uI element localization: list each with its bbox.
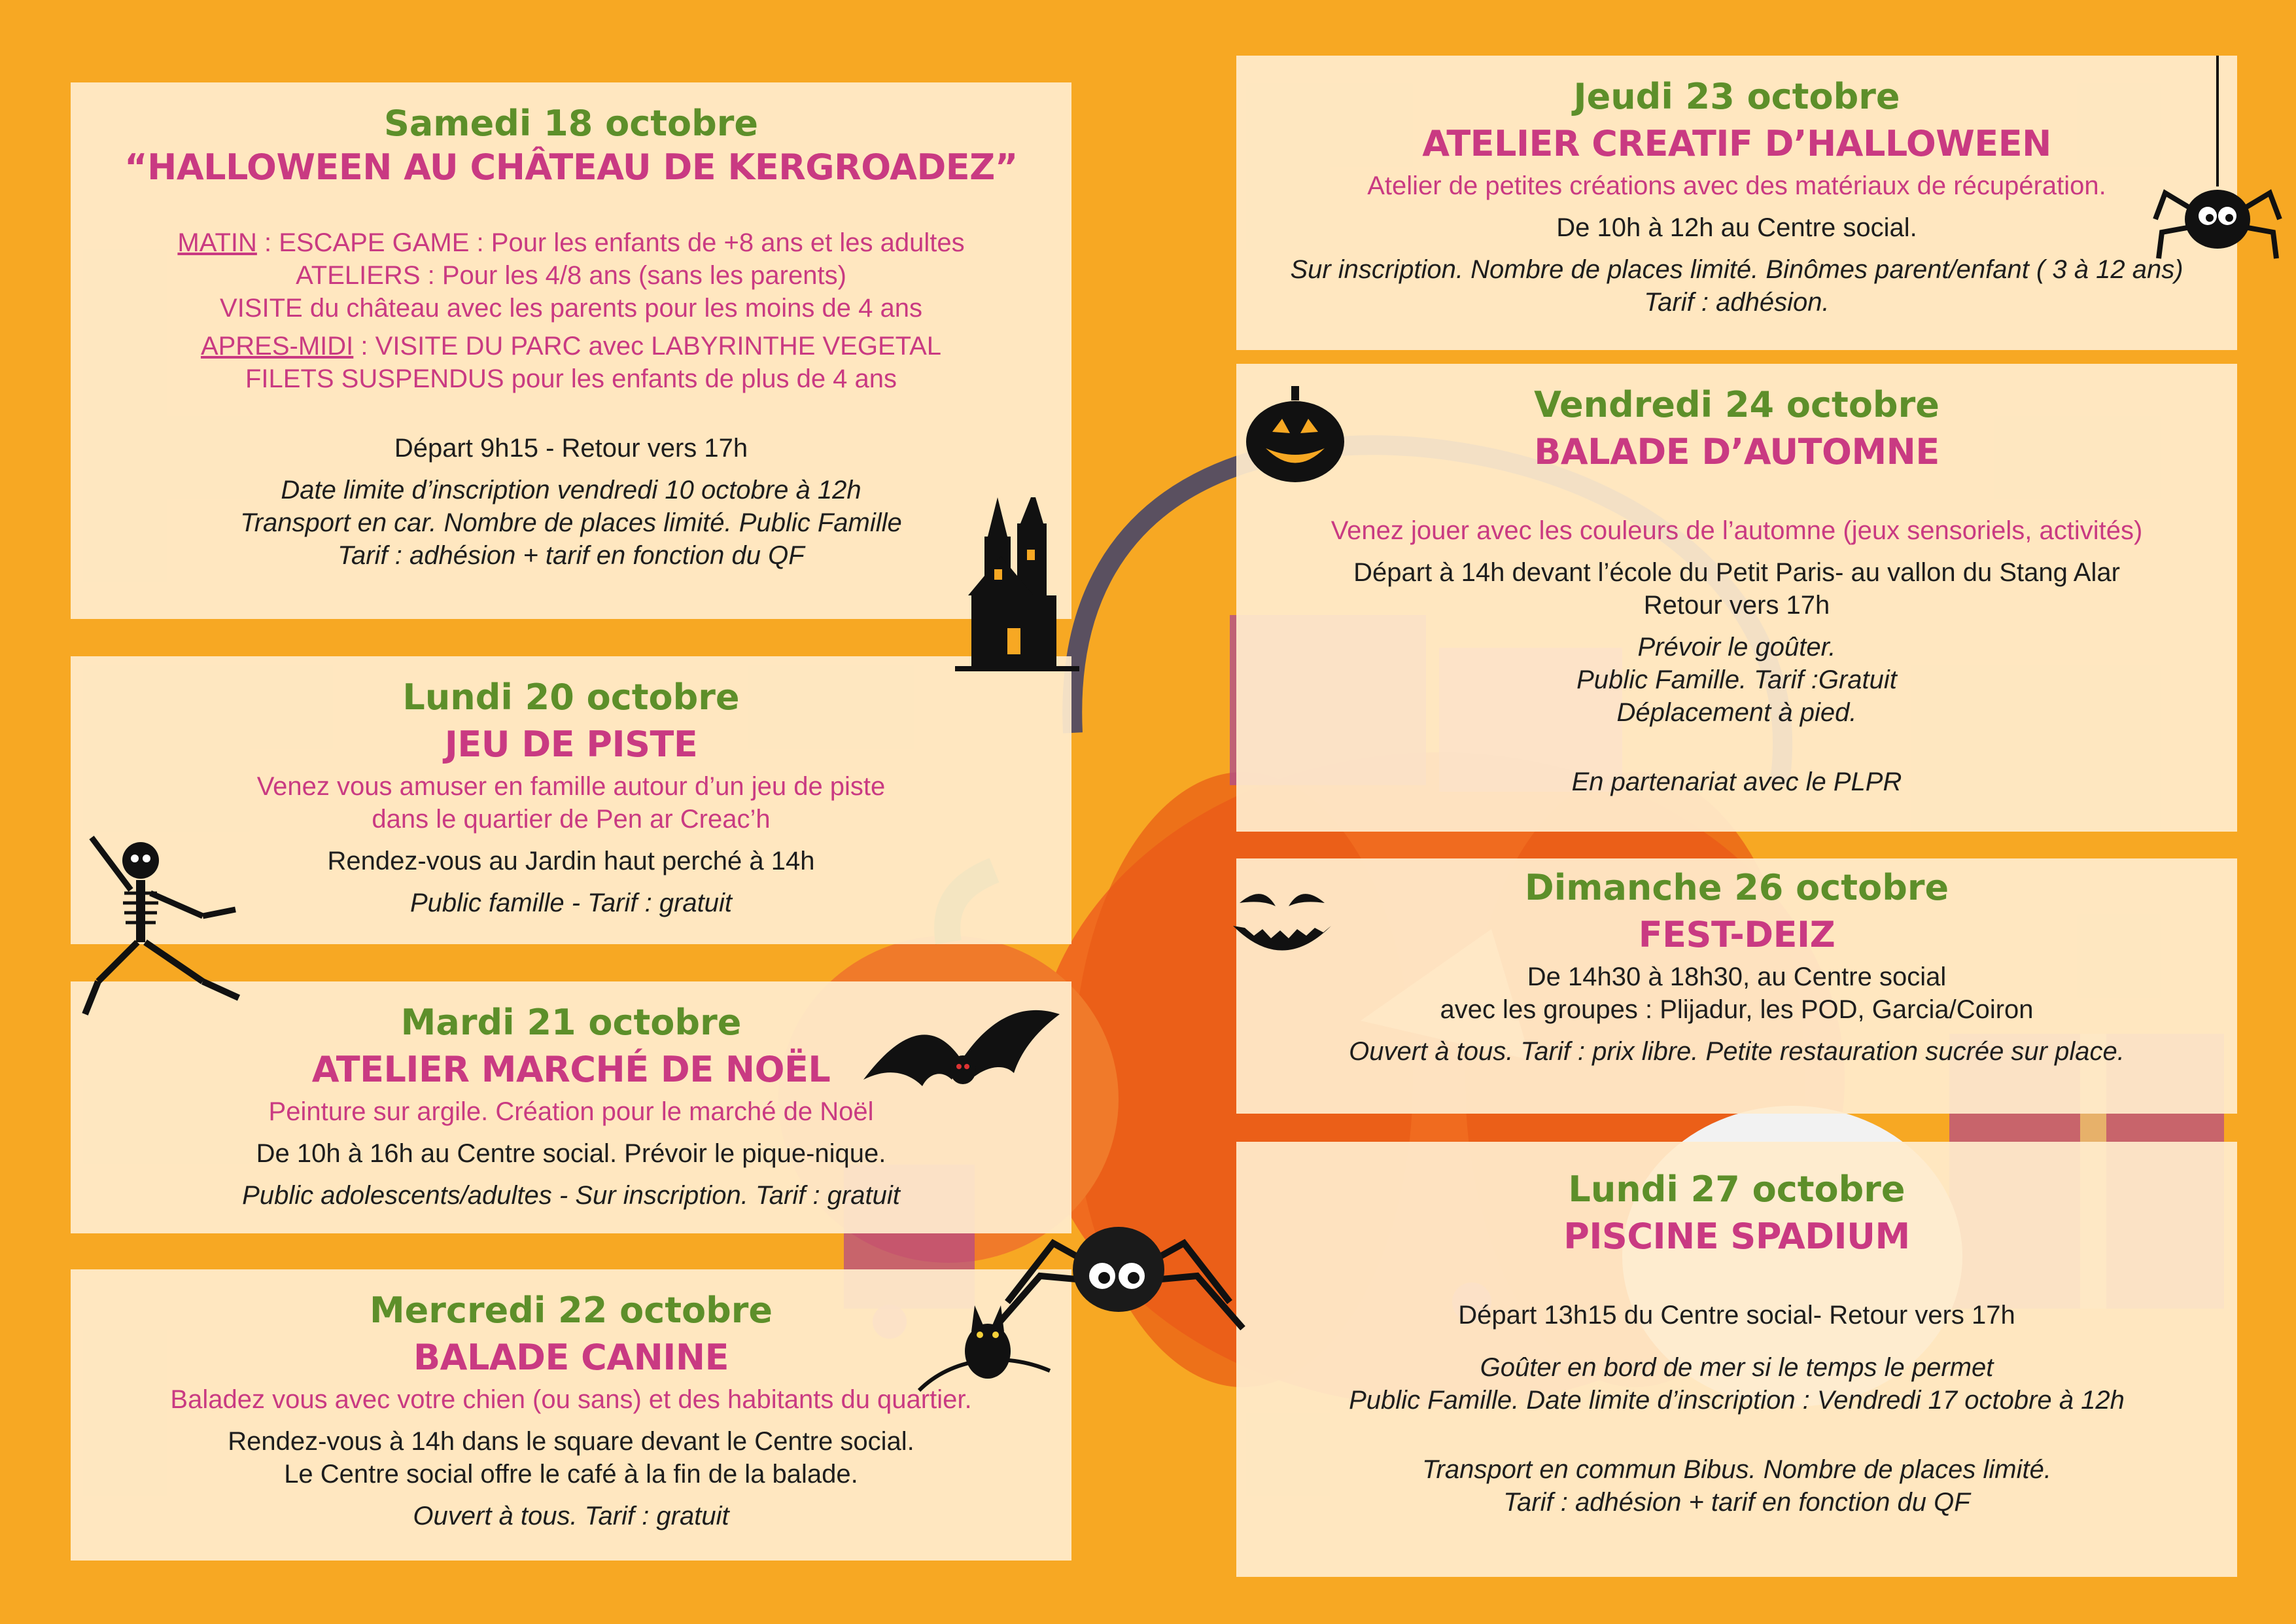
event-title: ATELIER CREATIF D’HALLOWEEN bbox=[1422, 123, 2051, 164]
event-deadline: Public Famille. Date limite d’inscription : Vendredi 17 octobre à 12h bbox=[1349, 1386, 2125, 1415]
event-workshops-line: ATELIERS : Pour les 4/8 ans (sans les parents) bbox=[296, 261, 846, 290]
event-transport: Transport en car. Nombre de places limité. Public Famille bbox=[240, 508, 902, 537]
event-title: FEST-DEIZ bbox=[1638, 914, 1835, 955]
event-desc: Baladez vous avec votre chien (ou sans) et des habitants du quartier. bbox=[170, 1385, 972, 1414]
event-date: Mardi 21 octobre bbox=[400, 1002, 742, 1043]
event-date: Mercredi 22 octobre bbox=[369, 1290, 773, 1331]
event-departure: Départ 13h15 du Centre social- Retour vers 17h bbox=[1458, 1301, 2015, 1330]
event-meeting: Rendez-vous au Jardin haut perché à 14h bbox=[327, 847, 815, 875]
event-snack: Prévoir le goûter. bbox=[1637, 633, 1836, 662]
event-date: Dimanche 26 octobre bbox=[1524, 867, 1949, 908]
event-title: JEU DE PISTE bbox=[444, 724, 698, 765]
skeleton-icon bbox=[72, 831, 249, 1027]
event-title: PISCINE SPADIUM bbox=[1563, 1216, 1910, 1257]
event-price: Public famille - Tarif : gratuit bbox=[409, 889, 733, 917]
jack-o-lantern-face-icon bbox=[1226, 870, 1338, 968]
event-price: Ouvert à tous. Tarif : prix libre. Petite restauration sucrée sur place. bbox=[1349, 1037, 2125, 1066]
event-bands: avec les groupes : Plijadur, les POD, Garcia/Coiron bbox=[1440, 995, 2034, 1024]
haunted-house-icon bbox=[948, 497, 1079, 694]
event-desc: Venez jouer avec les couleurs de l’automne (jeux sensoriels, activités) bbox=[1331, 516, 2143, 545]
event-coffee: Le Centre social offre le café à la fin de la balade. bbox=[284, 1460, 858, 1489]
event-walking: Déplacement à pied. bbox=[1616, 698, 1857, 727]
event-card-atelier-creatif bbox=[1236, 56, 2237, 350]
event-desc: Atelier de petites créations avec des matériaux de récupération. bbox=[1367, 171, 2106, 200]
event-date: Lundi 27 octobre bbox=[1568, 1169, 1905, 1210]
event-deadline: Date limite d’inscription vendredi 10 octobre à 12h bbox=[281, 476, 861, 504]
event-date: Jeudi 23 octobre bbox=[1573, 76, 1900, 117]
event-departure: Départ 9h15 - Retour vers 17h bbox=[394, 434, 748, 463]
afternoon-text: : VISITE DU PARC avec LABYRINTHE VEGETAL bbox=[353, 332, 942, 361]
event-price: Tarif : adhésion. bbox=[1644, 288, 1830, 317]
event-snack: Goûter en bord de mer si le temps le permet bbox=[1480, 1353, 1994, 1382]
event-card-fest-deiz bbox=[1236, 858, 2237, 1114]
event-card-kergroadez bbox=[71, 82, 1071, 619]
event-schedule: De 14h30 à 18h30, au Centre social bbox=[1527, 962, 1947, 991]
event-transport: Transport en commun Bibus. Nombre de places limité. bbox=[1422, 1455, 2051, 1484]
event-price: Public adolescents/adultes - Sur inscription. Tarif : gratuit bbox=[242, 1181, 900, 1210]
black-cat-icon bbox=[913, 1299, 1056, 1397]
event-afternoon-line bbox=[71, 330, 1071, 362]
morning-text: : ESCAPE GAME : Pour les enfants de +8 ans et les adultes bbox=[256, 228, 965, 257]
pumpkin-icon bbox=[1243, 386, 1348, 484]
event-schedule: De 10h à 16h au Centre social. Prévoir le pique-nique. bbox=[256, 1139, 886, 1168]
event-registration: Sur inscription. Nombre de places limité. Binômes parent/enfant ( 3 à 12 ans) bbox=[1290, 255, 2183, 284]
event-price: Public Famille. Tarif :Gratuit bbox=[1576, 665, 1897, 694]
event-return: Retour vers 17h bbox=[1643, 591, 1830, 620]
event-date: Lundi 20 octobre bbox=[402, 677, 740, 718]
event-partnership: En partenariat avec le PLPR bbox=[1571, 768, 1902, 796]
hanging-spider-icon bbox=[2152, 56, 2283, 272]
event-card-balade-automne bbox=[1236, 364, 2237, 832]
event-price: Tarif : adhésion + tarif en fonction du QF bbox=[338, 541, 805, 570]
afternoon-label: APRES-MIDI bbox=[200, 332, 354, 361]
event-desc: Peinture sur argile. Création pour le marché de Noël bbox=[268, 1097, 874, 1126]
event-title: ATELIER MARCHÉ DE NOËL bbox=[311, 1049, 831, 1090]
event-title: BALADE D’AUTOMNE bbox=[1534, 431, 1939, 472]
event-price: Ouvert à tous. Tarif : gratuit bbox=[413, 1502, 729, 1530]
event-price: Tarif : adhésion + tarif en fonction du QF bbox=[1503, 1488, 1970, 1517]
event-morning-line bbox=[71, 226, 1071, 259]
event-title: “HALLOWEEN AU CHÂTEAU DE KERGROADEZ” bbox=[124, 147, 1018, 188]
bat-icon bbox=[863, 1008, 1060, 1106]
event-desc-2: dans le quartier de Pen ar Creac’h bbox=[372, 805, 771, 834]
event-date: Samedi 18 octobre bbox=[383, 103, 759, 144]
event-title: BALADE CANINE bbox=[413, 1337, 729, 1378]
event-date: Vendredi 24 octobre bbox=[1534, 384, 1939, 425]
event-meeting: Rendez-vous à 14h dans le square devant le Centre social. bbox=[228, 1427, 914, 1456]
morning-label: MATIN bbox=[177, 228, 257, 257]
event-visit-line: VISITE du château avec les parents pour les moins de 4 ans bbox=[220, 294, 922, 323]
event-departure: Départ à 14h devant l’école du Petit Paris- au vallon du Stang Alar bbox=[1353, 558, 2120, 587]
event-schedule: De 10h à 12h au Centre social. bbox=[1556, 213, 1917, 242]
event-desc-1: Venez vous amuser en famille autour d’un jeu de piste bbox=[256, 772, 886, 801]
event-card-piscine bbox=[1236, 1142, 2237, 1577]
event-nets-line: FILETS SUSPENDUS pour les enfants de plus de 4 ans bbox=[245, 364, 897, 393]
